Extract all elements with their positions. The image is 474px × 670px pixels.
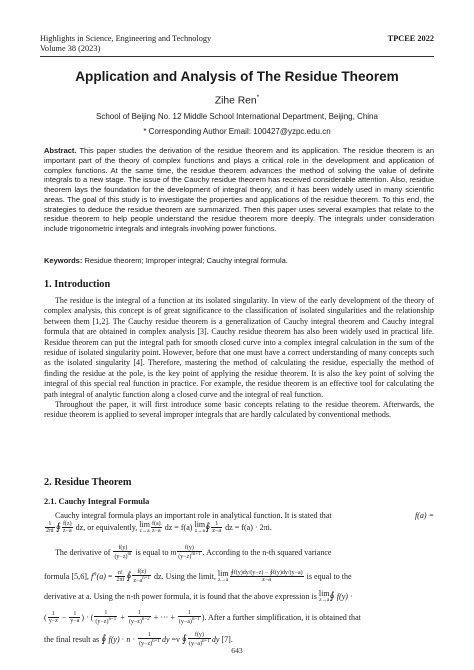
paper-title: Application and Analysis of The Residue Theorem <box>75 69 399 84</box>
math-line-6: ( $\frac{1}{y-z}$ − $\frac{1}{y-a}$ ) · ( $\frac{1}{(y-z)^{n-1}}$ + $\frac{1}{(y-z)^{n-2}}$ + ··· + $\frac{1}{(y-a)^{n-1}}$ ). After a further simplification, it is obtained that <box>44 610 361 626</box>
introduction-body <box>44 296 434 421</box>
subsection-heading-cauchy: 2.1. Cauchy Integral Formula <box>44 497 150 506</box>
page-number: 643 <box>231 646 243 655</box>
math-line-3: The derivative of $\frac{f(y)}{(y-z)^m}$ is equal to m $\frac{f(y)}{(y-z)^{m+1}}$ . According to the n-th squared variance <box>55 545 332 561</box>
math-line-2: $\frac{1}{2\pi i}$ ∮ $\frac{f(z)}{z-a}$ dz, or equivalently, lim z→a $\frac{f(a)}{z-a}$ dz = f(a) lim z→a ∮ $\frac{1}{z-a}$ dz = f(a) · 2πi. <box>46 519 272 535</box>
keywords <box>44 256 434 266</box>
introduction-paragraph-2: Throughout the paper, it will first introduce some basic concepts relating to the residue theorem. Afterwards, the residue theorem is applied to several improper integrals that are hardly calculated by conventional methods. <box>44 400 434 420</box>
abstract-label: Abstract. <box>44 146 77 155</box>
volume-label: Volume 38 (2023) <box>40 44 101 53</box>
abstract-text: This paper studies the derivation of the residue theorem and its application. The residue theorem is an important part of the theory of complex functions and plays a critical role in the development and application of complex functions. At the same time, the residue theorem advances the method of solving the value of definite integrals to a new stage. The issue of the Cauchy residue theorem has received considerable attention. Also, residue theorem lays the foundation for the development of integral theory, and it has been widely used in many scientific areas. The goal of this study is to investigate the properties and applications of the residue theorem. To this end, the strategies to deduce the residue theorem are summarized. Then this paper uses several examples that relate to the residue theorem to help people understand the residue theorem more deeply. The integrals under consideration include trigonometric integrals and integrals involving power functions. <box>44 146 434 233</box>
math-line-4: formula [5,6], $f^n(a)$ = $\frac{n!}{2\pi i}$ ∮ $\frac{f(z)}{z-a^{n+1}}$ dz. Using the limit, lim z→a $\frac{∮f(y)dy/(y-z) - ∮f(y)dy/(y-a)}{z-a}$ is equal to the <box>44 568 352 585</box>
math-line-7: the final result as ∮ f(y) · n · $\frac{1}{(y-z)^{n+1}}$ dy =ν ∮ $\frac{f(y)}{(y-a)^{n+1}}$ dy [7]. <box>44 632 233 648</box>
math-line-1: Cauchy integral formula plays an important role in analytical function. It is stated that f(a) = <box>55 511 434 520</box>
conference-name: TPCEE 2022 <box>387 34 434 43</box>
author <box>30 94 444 106</box>
abstract <box>44 146 434 234</box>
header-rule <box>40 56 434 57</box>
author-name: Zihe Ren <box>214 95 257 107</box>
math-line-5: derivative at a. Using the n-th power formula, it is found that the above expression is lim z→a ∮ f(y) · <box>44 589 353 603</box>
keywords-text: Residue theorem; Improper integral; Cauchy integral formula. <box>84 256 288 265</box>
section-heading-residue-theorem: 2. Residue Theorem <box>44 477 132 488</box>
introduction-paragraph-1: The residue is the integral of a function at its isolated singularity. In view of the early development of the theory of complex analysis, this concept is of great significance to the classification of isolated singularities and the relationship between them [1,2]. The Cauchy residue theorem is a generalization of Cauchy integral theorem and Cauchy integral formula that are obtained in complex analysis [3]. Cauchy residue theorem has also been widely used in practical life. Residue theorem can put the integral path for smooth closed curve into a complex integral calculation in the sum of the residue of isolated singularity point. However, before that one must have a correct understanding of many concepts such as the isolated singularity [4]. Therefore, mastering the method of calculating the residue, especially the method of finding the residue at the pole, is the key point of applying the residue theorem. It is also the key point of solving the integral of this special real function in practice. For example, the residue theorem is an effective tool for calculating the path integral of analytic function along a closed curve and the integral of real function. <box>44 296 434 399</box>
section-heading-introduction: 1. Introduction <box>44 279 111 290</box>
keywords-label: Keywords: <box>44 256 83 265</box>
author-marker: * <box>256 94 260 101</box>
affiliation: School of Beijing No. 12 Middle School International Department, Beijing, China <box>96 112 378 121</box>
corresponding-email: * Corresponding Author Email: 100427@yzpc.edu.cn <box>143 127 331 136</box>
journal-name: Highlights in Science, Engineering and Technology <box>40 34 212 43</box>
